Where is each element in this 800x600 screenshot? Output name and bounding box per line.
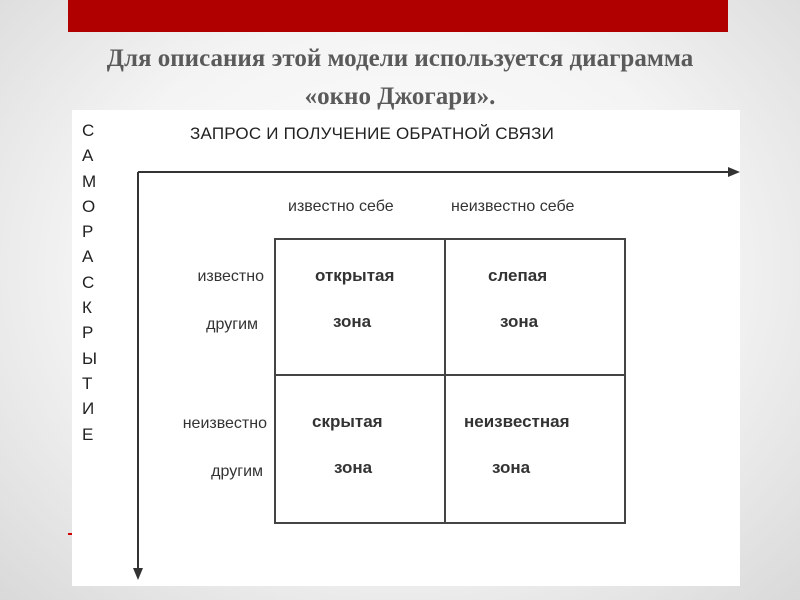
column-label-unknown-to-self: неизвестно себе bbox=[451, 198, 575, 215]
cell-line-1: скрытая bbox=[312, 412, 383, 431]
side-axis-letter: Ы bbox=[82, 348, 98, 368]
top-axis-label: ЗАПРОС И ПОЛУЧЕНИЕ ОБРАТНОЙ СВЯЗИ bbox=[190, 124, 555, 143]
side-axis-letter: С bbox=[82, 121, 95, 140]
heading-line-1: Для описания этой модели используется диаграмма bbox=[106, 45, 694, 72]
side-axis-letter: Е bbox=[82, 424, 94, 444]
heading-line-2: «окно Джогари». bbox=[304, 83, 496, 110]
row-label-line-1: неизвестно bbox=[182, 415, 267, 432]
cell-line-1: слепая bbox=[488, 266, 548, 285]
side-axis-letter: А bbox=[82, 146, 94, 166]
side-axis-letter: М bbox=[82, 171, 97, 191]
side-axis-letter: Р bbox=[82, 222, 94, 242]
side-axis-letter: Р bbox=[82, 323, 94, 343]
title-accent-bar bbox=[68, 0, 728, 32]
row-label-line-2: другим bbox=[206, 316, 258, 333]
slide-heading bbox=[0, 40, 800, 116]
grid-vertical-divider bbox=[444, 240, 446, 522]
horizontal-axis-arrowhead bbox=[728, 167, 740, 177]
column-label-known-to-self: известно себе bbox=[288, 198, 394, 215]
row-label-line-1: известно bbox=[197, 268, 264, 285]
side-axis-letter: О bbox=[82, 196, 96, 216]
cell-line-2: зона bbox=[500, 312, 539, 331]
cell-open-zone bbox=[315, 253, 394, 345]
cell-line-2: зона bbox=[492, 458, 531, 477]
johari-window-diagram bbox=[72, 110, 740, 586]
side-axis-letter: И bbox=[82, 399, 95, 419]
vertical-axis-arrowhead bbox=[133, 568, 143, 580]
row-label-unknown-to-others bbox=[67, 400, 267, 496]
grid-horizontal-divider bbox=[276, 374, 624, 376]
cell-line-1: открытая bbox=[315, 266, 395, 285]
cell-hidden-zone bbox=[312, 399, 383, 491]
side-axis-letter: А bbox=[82, 247, 94, 267]
side-axis-letter: С bbox=[82, 272, 95, 292]
cell-unknown-zone bbox=[464, 399, 570, 491]
side-axis-letter: К bbox=[82, 298, 92, 318]
cell-line-2: зона bbox=[333, 312, 372, 331]
cell-blind-zone bbox=[488, 253, 547, 345]
cell-line-2: зона bbox=[334, 458, 373, 477]
row-label-known-to-others bbox=[64, 253, 264, 349]
side-axis-letter: Т bbox=[82, 373, 93, 393]
cell-line-1: неизвестная bbox=[464, 412, 570, 431]
row-label-line-2: другим bbox=[211, 463, 263, 480]
